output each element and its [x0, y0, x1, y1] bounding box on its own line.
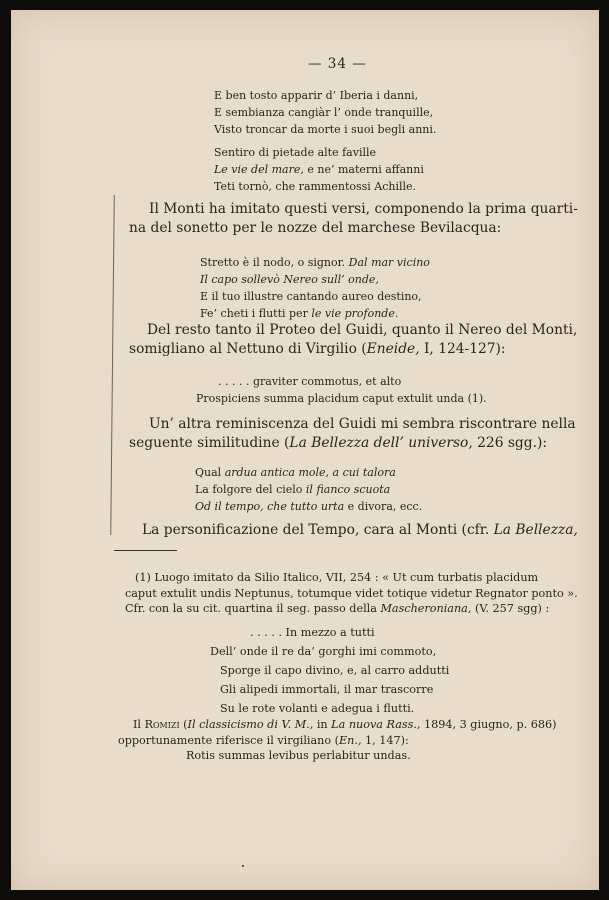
- paragraph-2: [129, 321, 577, 358]
- verse-line: . . . . . graviter commotus, et alto: [218, 375, 402, 388]
- prose-line: La personificazione del Tempo, cara al Monti (cfr. La Bellezza,: [142, 522, 578, 538]
- verse-line: Dell’ onde il re da’ gorghi imi commoto,: [210, 645, 437, 658]
- verse-line: Stretto è il nodo, o signor. Dal mar vicino: [200, 256, 430, 269]
- verse-line: Visto troncar da morte i suoi begli anni.: [214, 123, 437, 136]
- page-number: — 34 —: [308, 56, 367, 72]
- verse-line: Gli alipedi immortali, il mar trascorre: [220, 683, 434, 696]
- verse-line: E sembianza cangiàr l’ onde tranquille,: [214, 106, 434, 119]
- verse-line: Od il tempo, che tutto urta e divora, ecc.: [195, 500, 423, 513]
- verse-line: Prospiciens summa placidum caput extulit unda (1).: [196, 392, 487, 405]
- verse-line: Il capo sollevò Nereo sull’ onde,: [200, 273, 379, 286]
- verse-line: . . . . . In mezzo a tutti: [250, 626, 375, 639]
- footnote-verse: [210, 623, 449, 718]
- verse-block-1: [214, 87, 436, 138]
- footnote-line: Il Romizi (Il classicismo di V. M., in La nuova Rass., 1894, 3 giugno, p. 686): [133, 718, 557, 731]
- paragraph-4: [142, 521, 578, 540]
- footnote: [125, 570, 578, 617]
- footnote-line: opportunamente riferisce il virgiliano (En., 1, 147):: [118, 733, 409, 747]
- prose-line: seguente similitudine (La Bellezza dell’ universo, 226 sgg.):: [129, 434, 548, 451]
- ink-speck: [242, 865, 244, 867]
- verse-block-2: [214, 144, 424, 195]
- prose-line: na del sonetto per le nozze del marchese Bevilacqua:: [129, 219, 502, 236]
- verse-line: Teti tornò, che rammentossi Achille.: [214, 180, 417, 193]
- verse-line: Su le rote volanti e adegua i flutti.: [220, 702, 415, 715]
- footnote-line: Cfr. con la su cit. quartina il seg. passo della Mascheroniana, (V. 257 sgg) :: [125, 602, 550, 615]
- verse-block-4: [196, 373, 487, 407]
- margin-bracket: [110, 195, 121, 535]
- paragraph-1: [129, 200, 578, 237]
- verse-line: Sentiro di pietade alte faville: [214, 146, 377, 159]
- verse-block-5: [195, 464, 422, 515]
- prose-line: Un’ altra reminiscenza del Guidi mi sembra riscontrare nella: [149, 416, 576, 432]
- footnote-line: Rotis summas levibus perlabitur undas.: [186, 749, 411, 762]
- prose-line: Del resto tanto il Proteo del Guidi, quanto il Nereo del Monti,: [147, 322, 578, 338]
- footnote-line: caput extulit undis Neptunus, totumque videt totique videtur Regnator ponto ».: [125, 586, 578, 600]
- book-page: [11, 10, 599, 890]
- footnote-rule: [114, 550, 177, 551]
- prose-line: Il Monti ha imitato questi versi, componendo la prima quarti-: [149, 201, 578, 217]
- verse-line: E il tuo illustre cantando aureo destino,: [200, 290, 422, 303]
- verse-line: La folgore del cielo il fianco scuota: [195, 483, 391, 496]
- verse-line: Le vie del mare, e ne’ materni affanni: [214, 163, 424, 176]
- paragraph-3: [129, 415, 576, 452]
- verse-line: Qual ardua antica mole, a cui talora: [195, 466, 396, 479]
- verse-line: Fe’ cheti i flutti per le vie profonde.: [200, 307, 399, 320]
- verse-line: E ben tosto apparir d’ Iberia i danni,: [214, 89, 419, 102]
- footnote-line: (1) Luogo imitato da Silio Italico, VII, 254 : « Ut cum turbatis placidum: [135, 571, 539, 584]
- footnote-romizi: [118, 717, 556, 764]
- verse-block-3: [200, 254, 430, 322]
- prose-line: somigliano al Nettuno di Virgilio (Eneide, I, 124-127):: [129, 340, 506, 357]
- verse-line: Sporge il capo divino, e, al carro addutti: [220, 664, 450, 677]
